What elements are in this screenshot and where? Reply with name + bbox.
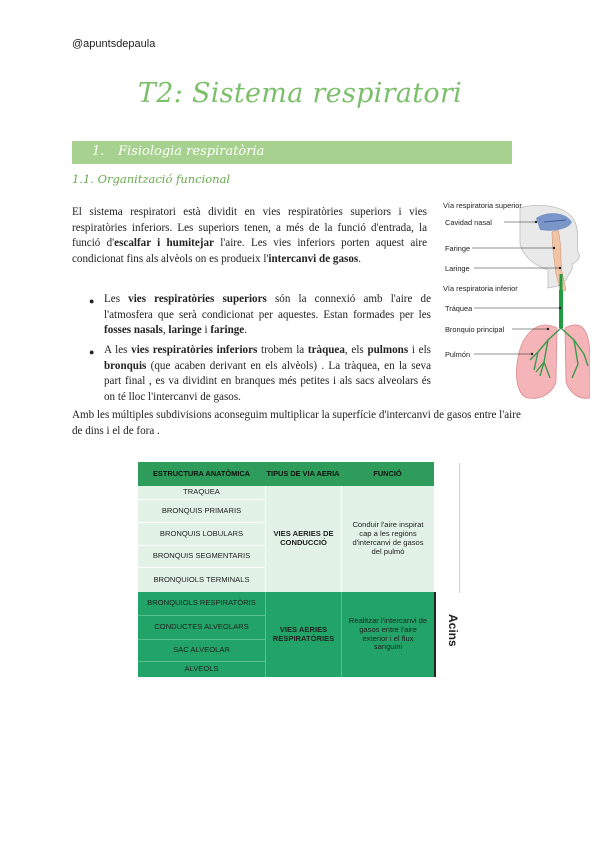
table-cell: VIES AERIES RESPIRATÒRIES bbox=[265, 592, 341, 677]
diagram-lower-title: Vía respiratoria inferior bbox=[443, 284, 518, 293]
diagram-label: Bronquio principal bbox=[445, 325, 505, 334]
bullet-upper: Les vies respiratòries superiors són la connexió amb l'aire de l'atmosfera que serà condicionat per aquestes. Estan formades per les fosses nasals, laringe i faringe. bbox=[104, 293, 431, 337]
table-header: ESTRUCTURA ANATÒMICA bbox=[138, 462, 265, 486]
table-cell: BRONQUIOLS RESPIRATÒRIS bbox=[138, 592, 265, 616]
bullet-dot: ● bbox=[89, 347, 95, 357]
bullet-dot: ● bbox=[89, 296, 95, 306]
closing-paragraph: Amb les múltiples subdivisions aconseguim multiplicar la superfície d'intercanvi de gasos entre l'aire de dins i el de fora . bbox=[72, 409, 521, 437]
section-number: 1. bbox=[92, 144, 105, 159]
table-header: FUNCIÓ bbox=[341, 462, 434, 486]
diagram-label: Tráquea bbox=[445, 304, 473, 313]
divider bbox=[459, 463, 460, 593]
table-cell: SAC ALVEOLAR bbox=[138, 640, 265, 662]
diagram-upper-title: Vía respiratoria superior bbox=[443, 201, 522, 210]
intro-paragraph: El sistema respiratori està dividit en vies respiratòries superiors i vies respiratòries inferiors. Les superiors tenen, a més de la funció d'entrada, la funció d'escalfar i humitejar l'aire. Les vies inferiors porten aquest aire condicionat fins als alvèols on es produeix l'intercanvi de gasos. bbox=[72, 206, 427, 265]
bullet-lower: A les vies respiratòries inferiors trobem la tràquea, els pulmons i els bronquis (que acaben derivant en els alvèols) . La tràquea, en la seva part final , es va dividint en branques més petites i als sacs alveolars és on té lloc l'intercanvi de gasos. bbox=[104, 344, 432, 403]
table-cell: ALVEOLS bbox=[138, 662, 265, 677]
table-cell: Conduir l'aire inspirat cap a les regions d'intercanvi de gasos del pulmó bbox=[341, 486, 434, 592]
table-cell: VIES AERIES DE CONDUCCIÓ bbox=[265, 486, 341, 592]
diagram-label: Faringe bbox=[445, 244, 471, 253]
table-cell: CONDUCTES ALVEOLARS bbox=[138, 616, 265, 640]
diagram-label: Cavidad nasal bbox=[445, 218, 492, 227]
table-cell: BRONQUIS LOBULARS bbox=[138, 523, 265, 546]
diagram-label: Pulmón bbox=[445, 350, 471, 359]
table-cell: BRONQUIS PRIMARIS bbox=[138, 500, 265, 523]
table-cell: BRONQUIOLS TERMINALS bbox=[138, 568, 265, 592]
table-cell: TRAQUEA bbox=[138, 486, 265, 500]
bracket-line bbox=[434, 592, 436, 677]
table-cell: Realitzar l'intercanvi de gasos entre l'aire exterior i el flux sanguini bbox=[341, 592, 434, 677]
subsection-title: 1.1. Organització funcional bbox=[72, 172, 231, 186]
table-header: TIPUS DE VIA AERIA bbox=[265, 462, 341, 486]
table-cell: BRONQUIS SEGMENTARIS bbox=[138, 546, 265, 568]
respiratory-diagram bbox=[440, 200, 590, 400]
section-title: Fisiologia respiratòria bbox=[118, 144, 265, 159]
diagram-label: Laringe bbox=[445, 264, 470, 273]
author-handle: @apuntsdepaula bbox=[72, 38, 156, 50]
airway-table bbox=[138, 462, 434, 677]
acins-label: Acins bbox=[446, 614, 460, 647]
page-title: T2: Sistema respiratori bbox=[137, 78, 463, 109]
